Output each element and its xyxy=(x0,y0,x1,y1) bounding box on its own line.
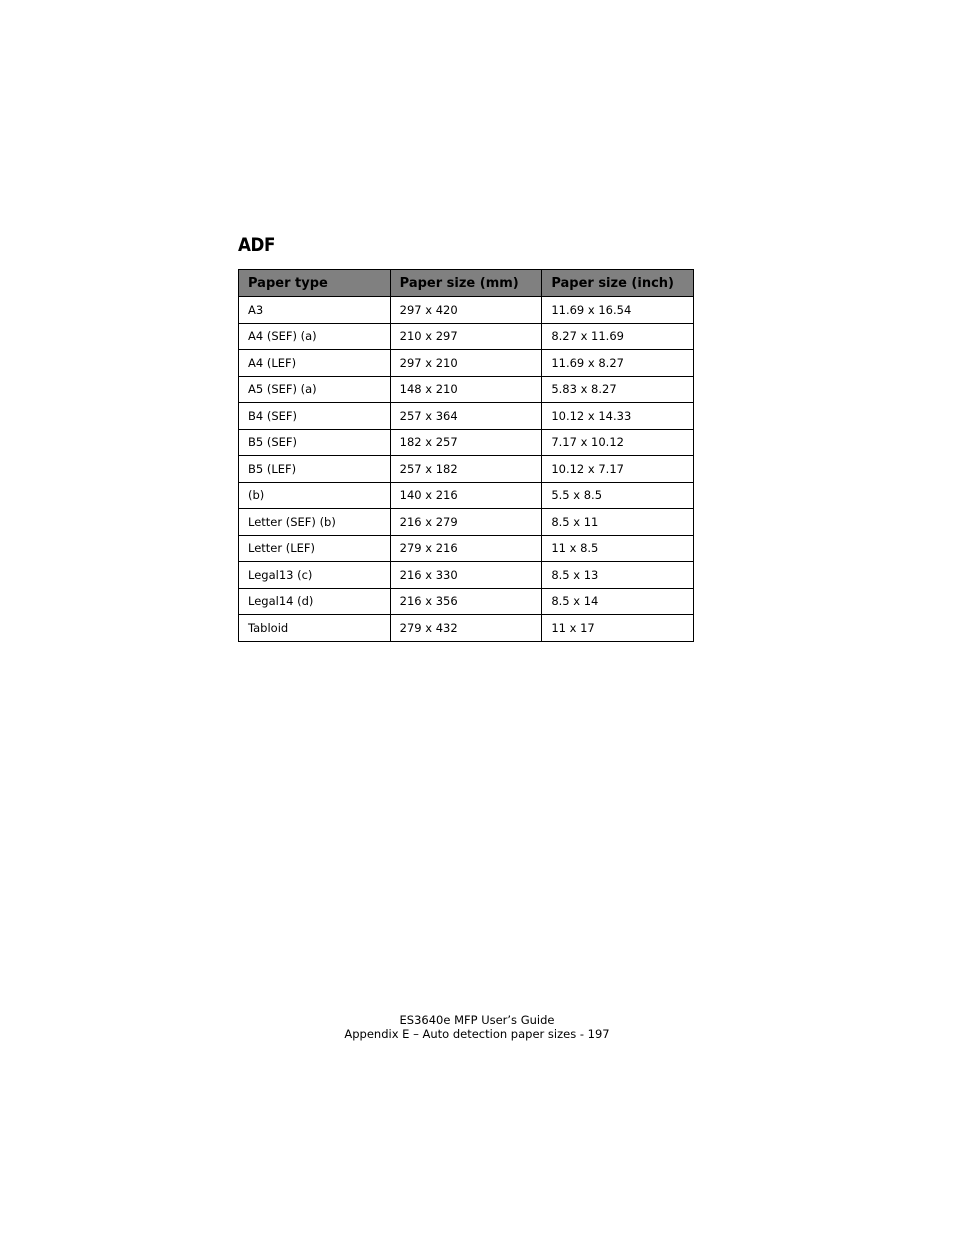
cell-paper-type: Legal13 (c) xyxy=(239,562,391,589)
cell-size-inch: 5.5 x 8.5 xyxy=(542,482,694,509)
cell-size-mm: 297 x 420 xyxy=(390,297,542,324)
cell-size-mm: 216 x 356 xyxy=(390,588,542,615)
cell-paper-type: Letter (SEF) (b) xyxy=(239,509,391,536)
cell-paper-type: A4 (LEF) xyxy=(239,350,391,377)
table-row xyxy=(239,403,694,430)
cell-size-inch: 8.5 x 13 xyxy=(542,562,694,589)
table-row xyxy=(239,297,694,324)
cell-size-mm: 216 x 279 xyxy=(390,509,542,536)
footer-guide-title: ES3640e MFP User’s Guide xyxy=(399,1013,555,1027)
cell-size-mm: 210 x 297 xyxy=(390,323,542,350)
cell-size-mm: 182 x 257 xyxy=(390,429,542,456)
cell-size-inch: 8.5 x 11 xyxy=(542,509,694,536)
cell-size-mm: 297 x 210 xyxy=(390,350,542,377)
cell-size-inch: 11.69 x 16.54 xyxy=(542,297,694,324)
cell-paper-type: B4 (SEF) xyxy=(239,403,391,430)
cell-size-inch: 11.69 x 8.27 xyxy=(542,350,694,377)
cell-paper-type: A5 (SEF) (a) xyxy=(239,376,391,403)
cell-size-mm: 257 x 182 xyxy=(390,456,542,483)
section-title: ADF xyxy=(238,234,275,256)
cell-paper-type: Tabloid xyxy=(239,615,391,642)
cell-size-inch: 11 x 17 xyxy=(542,615,694,642)
cell-paper-type: Letter (LEF) xyxy=(239,535,391,562)
cell-size-inch: 10.12 x 7.17 xyxy=(542,456,694,483)
cell-size-mm: 257 x 364 xyxy=(390,403,542,430)
cell-paper-type: Legal14 (d) xyxy=(239,588,391,615)
table-row xyxy=(239,482,694,509)
cell-paper-type: A4 (SEF) (a) xyxy=(239,323,391,350)
cell-size-mm: 279 x 216 xyxy=(390,535,542,562)
cell-size-mm: 148 x 210 xyxy=(390,376,542,403)
cell-size-mm: 216 x 330 xyxy=(390,562,542,589)
cell-paper-type: B5 (SEF) xyxy=(239,429,391,456)
cell-size-inch: 10.12 x 14.33 xyxy=(542,403,694,430)
table-row xyxy=(239,429,694,456)
table-row xyxy=(239,562,694,589)
cell-paper-type: B5 (LEF) xyxy=(239,456,391,483)
cell-paper-type: A3 xyxy=(239,297,391,324)
paper-size-table xyxy=(238,269,694,642)
header-paper-size-mm: Paper size (mm) xyxy=(390,270,542,297)
table-row xyxy=(239,323,694,350)
table-row xyxy=(239,509,694,536)
cell-size-mm: 279 x 432 xyxy=(390,615,542,642)
header-paper-type: Paper type xyxy=(239,270,391,297)
table-row xyxy=(239,456,694,483)
cell-size-inch: 8.27 x 11.69 xyxy=(542,323,694,350)
cell-size-mm: 140 x 216 xyxy=(390,482,542,509)
cell-size-inch: 7.17 x 10.12 xyxy=(542,429,694,456)
table-row xyxy=(239,376,694,403)
cell-size-inch: 8.5 x 14 xyxy=(542,588,694,615)
table-row xyxy=(239,615,694,642)
footer-page-reference: Appendix E – Auto detection paper sizes - 197 xyxy=(344,1027,610,1041)
page-footer xyxy=(0,1013,954,1041)
cell-size-inch: 5.83 x 8.27 xyxy=(542,376,694,403)
table-row xyxy=(239,535,694,562)
table-row xyxy=(239,588,694,615)
table-header-row xyxy=(239,270,694,297)
table-row xyxy=(239,350,694,377)
header-paper-size-inch: Paper size (inch) xyxy=(542,270,694,297)
cell-paper-type: (b) xyxy=(239,482,391,509)
cell-size-inch: 11 x 8.5 xyxy=(542,535,694,562)
